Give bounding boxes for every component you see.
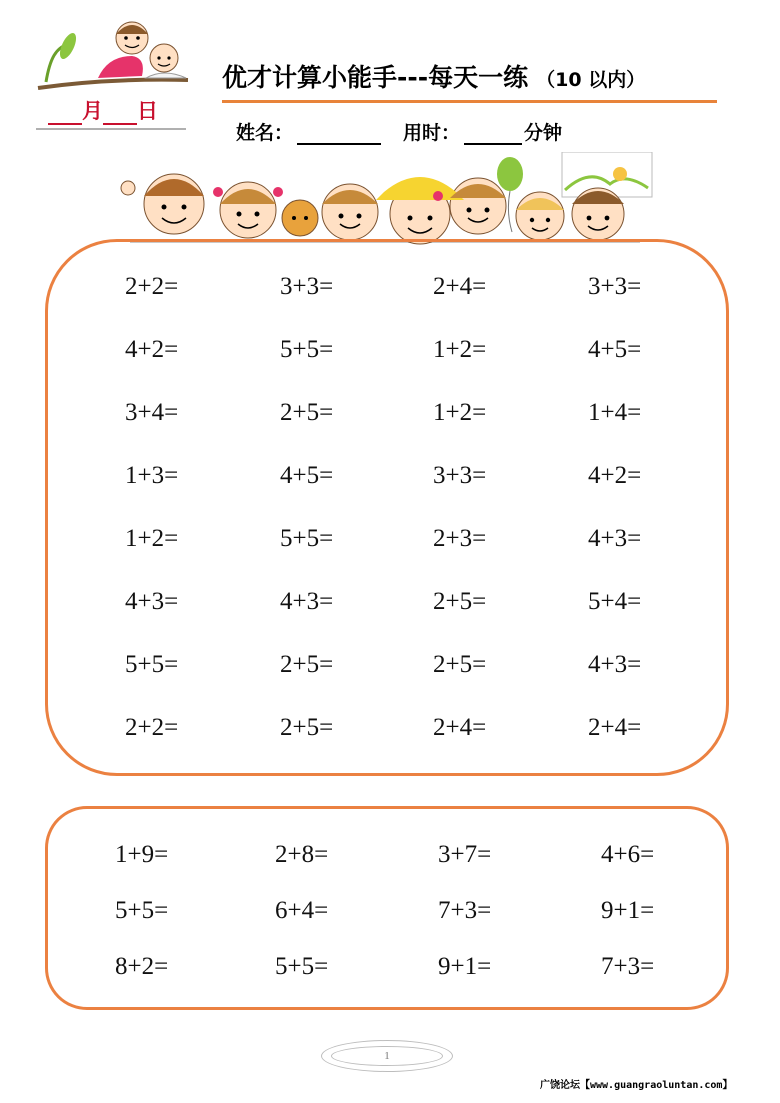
math-problem: 4+3=	[588, 525, 642, 552]
day-label: 日	[137, 99, 158, 123]
month-label: 月	[82, 99, 103, 123]
math-problem: 6+4=	[275, 897, 329, 924]
page-number-badge	[321, 1040, 453, 1072]
math-problem: 1+4=	[588, 399, 642, 426]
math-problem: 3+3=	[588, 273, 642, 300]
month-blank[interactable]	[48, 103, 82, 125]
math-problem: 3+7=	[438, 841, 492, 868]
math-problem: 3+3=	[433, 462, 487, 489]
math-problem: 3+4=	[125, 399, 179, 426]
math-problem: 2+5=	[433, 651, 487, 678]
math-problem: 5+5=	[275, 953, 329, 980]
math-problem: 4+2=	[588, 462, 642, 489]
time-label: 用时：	[403, 122, 461, 144]
title-underline-divider	[222, 100, 717, 103]
page-number: 1	[331, 1046, 443, 1066]
kids-banner-illustration	[110, 152, 670, 252]
math-problem: 9+1=	[601, 897, 655, 924]
date-underline-divider	[36, 128, 186, 130]
name-label: 姓名：	[236, 122, 294, 144]
math-problem: 2+5=	[280, 651, 334, 678]
math-problem: 1+2=	[433, 399, 487, 426]
time-unit-label: 分钟	[524, 122, 563, 144]
math-problem: 2+4=	[588, 714, 642, 741]
math-problem: 2+5=	[280, 399, 334, 426]
math-problem: 2+8=	[275, 841, 329, 868]
math-problem: 2+4=	[433, 714, 487, 741]
math-problem: 3+3=	[280, 273, 334, 300]
math-problem: 4+6=	[601, 841, 655, 868]
math-problem: 7+3=	[438, 897, 492, 924]
math-problem: 9+1=	[438, 953, 492, 980]
math-problem: 7+3=	[601, 953, 655, 980]
problem-box-1	[45, 239, 729, 776]
student-info-row	[236, 118, 562, 145]
math-problem: 2+5=	[280, 714, 334, 741]
math-problem: 4+5=	[280, 462, 334, 489]
date-fields	[48, 95, 158, 125]
site-watermark: 广饶论坛【www.guangraoluntan.com】	[540, 1080, 733, 1091]
math-problem: 1+2=	[125, 525, 179, 552]
math-problem: 4+2=	[125, 336, 179, 363]
math-problem: 8+2=	[115, 953, 169, 980]
title-suffix: （10 以内）	[536, 69, 646, 91]
page-title	[222, 58, 645, 94]
math-problem: 4+3=	[588, 651, 642, 678]
math-problem: 2+5=	[433, 588, 487, 615]
math-problem: 1+3=	[125, 462, 179, 489]
name-blank[interactable]	[297, 123, 381, 145]
time-blank[interactable]	[464, 123, 522, 145]
math-problem: 2+4=	[433, 273, 487, 300]
math-problem: 2+2=	[125, 273, 179, 300]
math-problem: 1+2=	[433, 336, 487, 363]
math-problem: 5+5=	[280, 525, 334, 552]
math-problem: 5+4=	[588, 588, 642, 615]
day-blank[interactable]	[103, 103, 137, 125]
math-problem: 1+9=	[115, 841, 169, 868]
math-problem: 4+5=	[588, 336, 642, 363]
math-problem: 2+3=	[433, 525, 487, 552]
math-problem: 5+5=	[280, 336, 334, 363]
math-problem: 4+3=	[280, 588, 334, 615]
math-problem: 4+3=	[125, 588, 179, 615]
math-problem: 2+2=	[125, 714, 179, 741]
math-problem: 5+5=	[115, 897, 169, 924]
math-problem: 5+5=	[125, 651, 179, 678]
title-main: 优才计算小能手---每天一练	[222, 63, 529, 92]
